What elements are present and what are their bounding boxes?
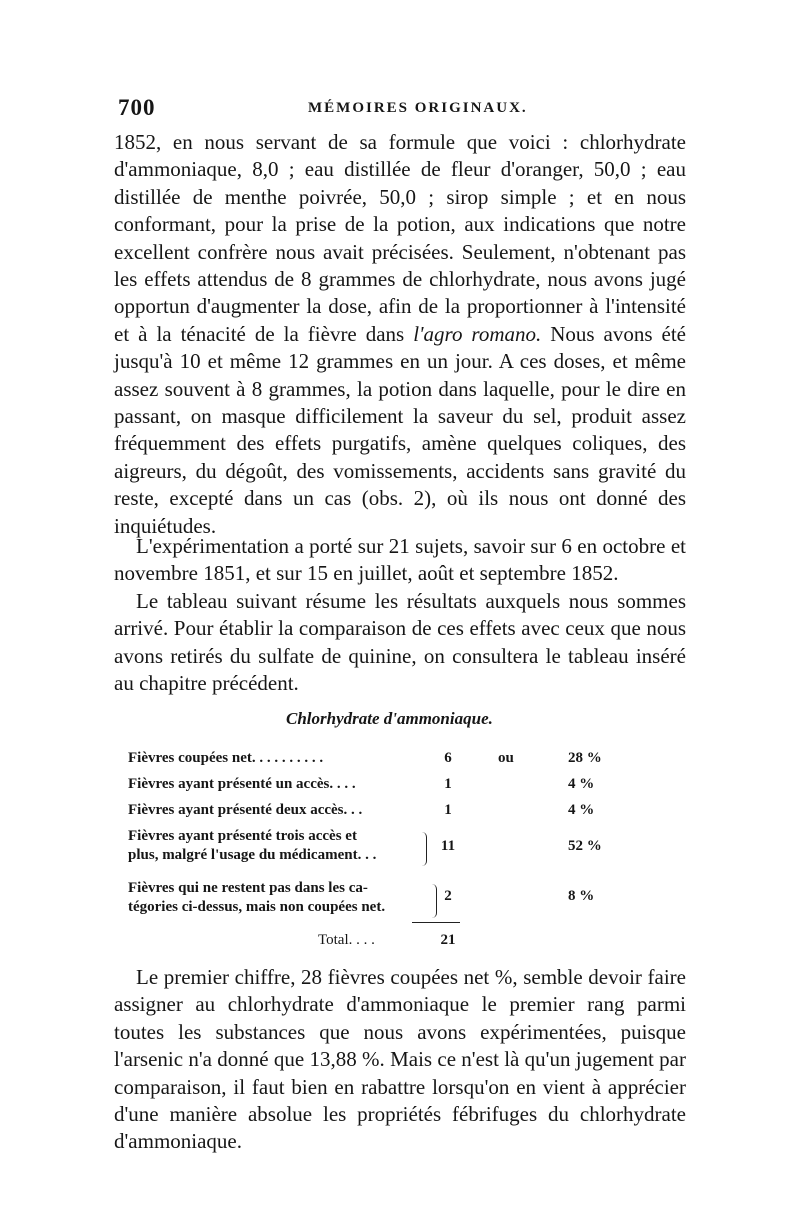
row-count: 6	[444, 750, 452, 766]
body-text-top	[114, 129, 686, 540]
row-percent: 4 %	[568, 802, 595, 818]
paragraph-conclusion: Le premier chiffre, 28 fièvres coupées net %, semble devoir faire assigner au chlorhydrate d'ammoniaque le premier rang parmi toutes les substances que nous avons expérimentées, puisque l'arsenic n'a donné que 13,88 %. Mais ce n'est là qu'un jugement par comparaison, il faut bien en rabattre lorsqu'on en vient à apprécier d'une manière absolue les propriétés fébrifuges du chlorhydrate d'ammoniaque.	[114, 965, 686, 1154]
row-label-line1: Fièvres ayant présenté trois accès et	[128, 828, 357, 844]
paragraph-formula-text: 1852, en nous servant de sa formule que voici : chlorhydrate d'ammoniaque, 8,0 ; eau distillée de fleur d'oranger, 50,0 ; eau distillée de menthe poivrée, 50,0 ; sirop simple ; et en nous conformant, pour la prise de la potion, aux indications que notre excellent confrère nous avait précisées. Seulement, n'obtenant pas les effets attendus de 8 grammes de chlorhydrate, nous avons jugé opportun d'augmenter la dose, afin de la proportionner à l'intensité et à la ténacité de la fièvre dans	[114, 130, 686, 346]
italic-agro-romano: l'agro romano.	[413, 321, 542, 346]
paragraph-experimentation: L'expérimentation a porté sur 21 sujets, savoir sur 6 en octobre et novembre 1851, et sur 15 en juillet, août et septembre 1852.	[114, 534, 686, 586]
row-label: Fièvres coupées net. . . . . . . . . .	[128, 750, 324, 766]
body-text-bottom	[114, 964, 686, 1156]
paragraph-table-intro: Le tableau suivant résume les résultats auxquels nous sommes arrivé. Pour établir la comparaison de ces effets avec ceux que nous avons retirés du sulfate de quinine, on consultera le tableau inséré au chapitre précédent.	[114, 588, 686, 696]
total-rule	[412, 922, 460, 923]
total-value: 21	[440, 932, 456, 948]
page-header	[118, 95, 690, 125]
brace	[420, 832, 427, 866]
body-text-middle	[114, 533, 686, 697]
page-number: 700	[118, 95, 156, 120]
running-title: MÉMOIRES ORIGINAUX.	[308, 100, 528, 116]
row-percent: 4 %	[568, 776, 595, 792]
total-label: Total. . . .	[318, 932, 375, 948]
paragraph-formula	[114, 129, 686, 540]
row-count: 11	[440, 838, 456, 854]
row-percent: 52 %	[568, 838, 602, 854]
paragraph-formula-end: Nous avons été jusqu'à 10 et même 12 grammes en un jour. A ces doses, et même assez souvent à 8 grammes, la potion dans laquelle, pour le dire en passant, on masque difficilement la saveur du sel, produit assez fréquemment des effets purgatifs, amène quelques coliques, des aigreurs, du dégoût, des vomissements, accidents sans gravité du reste, excepté dans un cas (obs. 2), où ils nous ont donné des inquiétudes.	[114, 321, 686, 538]
row-percent: 28 %	[568, 750, 602, 766]
row-label-line2: tégories ci-dessus, mais non coupées net.	[128, 899, 386, 915]
row-connector: ou	[498, 750, 514, 766]
row-label-line1: Fièvres qui ne restent pas dans les ca-	[128, 880, 368, 896]
table-title: Chlorhydrate d'ammoniaque.	[286, 709, 493, 728]
row-label: Fièvres ayant présenté un accès. . . .	[128, 776, 356, 792]
row-count: 1	[444, 776, 452, 792]
row-count: 1	[444, 802, 452, 818]
brace	[430, 884, 437, 918]
row-label: Fièvres ayant présenté deux accès. . .	[128, 802, 363, 818]
row-label-line2: plus, malgré l'usage du médicament. . .	[128, 847, 377, 863]
row-count: 2	[444, 888, 452, 904]
row-percent: 8 %	[568, 888, 595, 904]
